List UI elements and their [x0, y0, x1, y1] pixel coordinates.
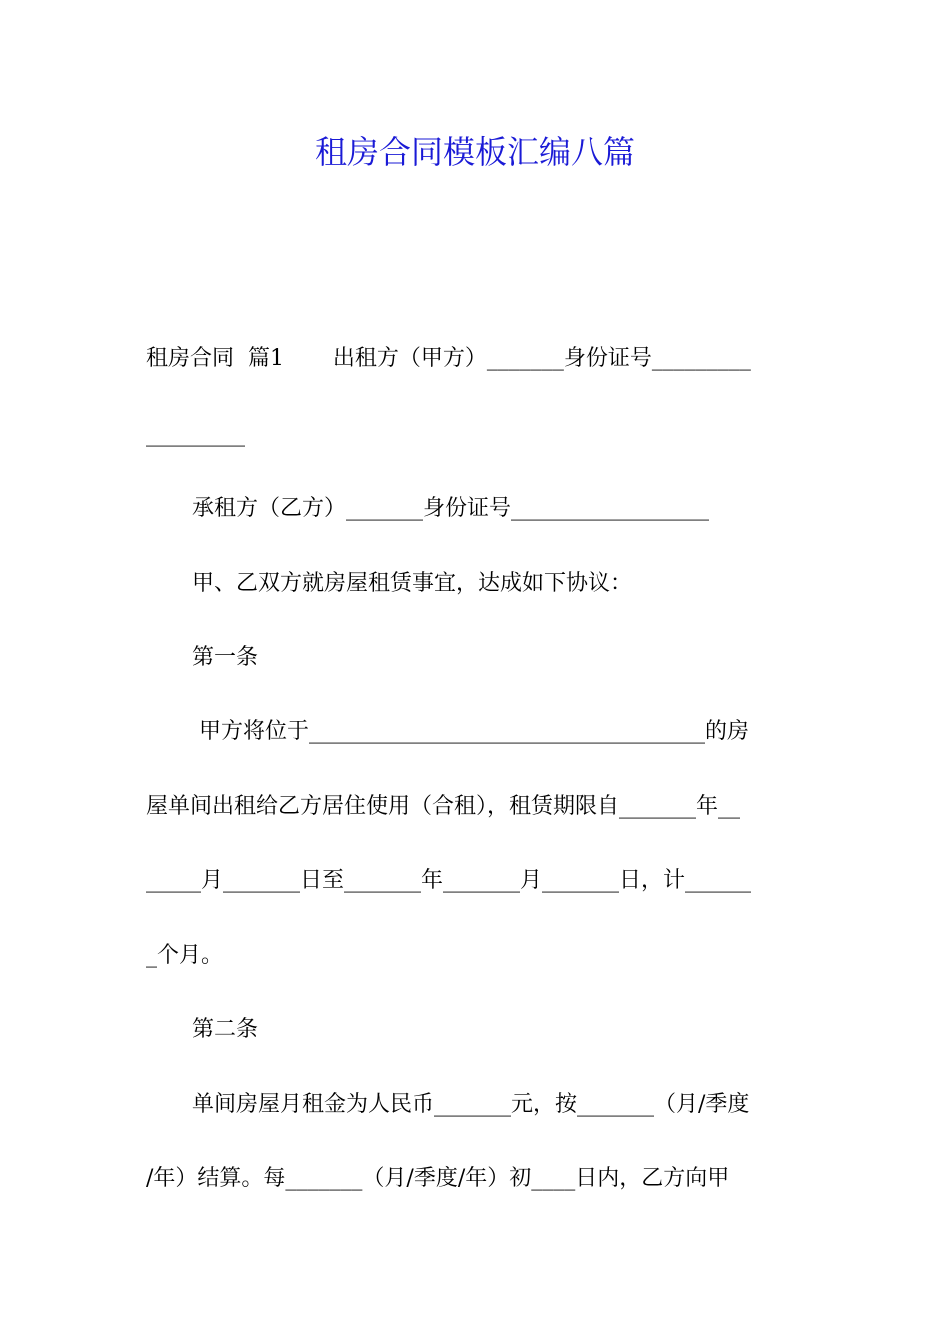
paragraph-line-6: 甲方将位于____________________________________的房	[192, 719, 749, 744]
section-heading-1: 第一条	[192, 645, 259, 670]
paragraph-line-3: 承租方（乙方）_______身份证号__________________	[192, 496, 710, 521]
document-title: 租房合同模板汇编八篇	[314, 133, 635, 171]
paragraph-line-12: /年）结算。每_______（月/季度/年）初____日内，乙方向甲	[146, 1166, 730, 1191]
paragraph-line-7: 屋单间出租给乙方居住使用（合租），租赁期限自_______年__	[146, 794, 741, 819]
paragraph-line-11: 单间房屋月租金为人民币_______元，按_______（月/季度	[192, 1092, 750, 1117]
paragraph-line-1: 租房合同 篇1 出租方（甲方）_______身份证号_________	[146, 346, 751, 371]
paragraph-line-8: _____月_______日至_______年_______月_______日，计______	[146, 868, 752, 893]
paragraph-line-4: 甲、乙双方就房屋租赁事宜，达成如下协议：	[192, 571, 633, 596]
paragraph-line-9: _个月。	[146, 943, 224, 968]
paragraph-line-2: _________	[146, 422, 245, 447]
section-heading-2: 第二条	[192, 1017, 259, 1042]
